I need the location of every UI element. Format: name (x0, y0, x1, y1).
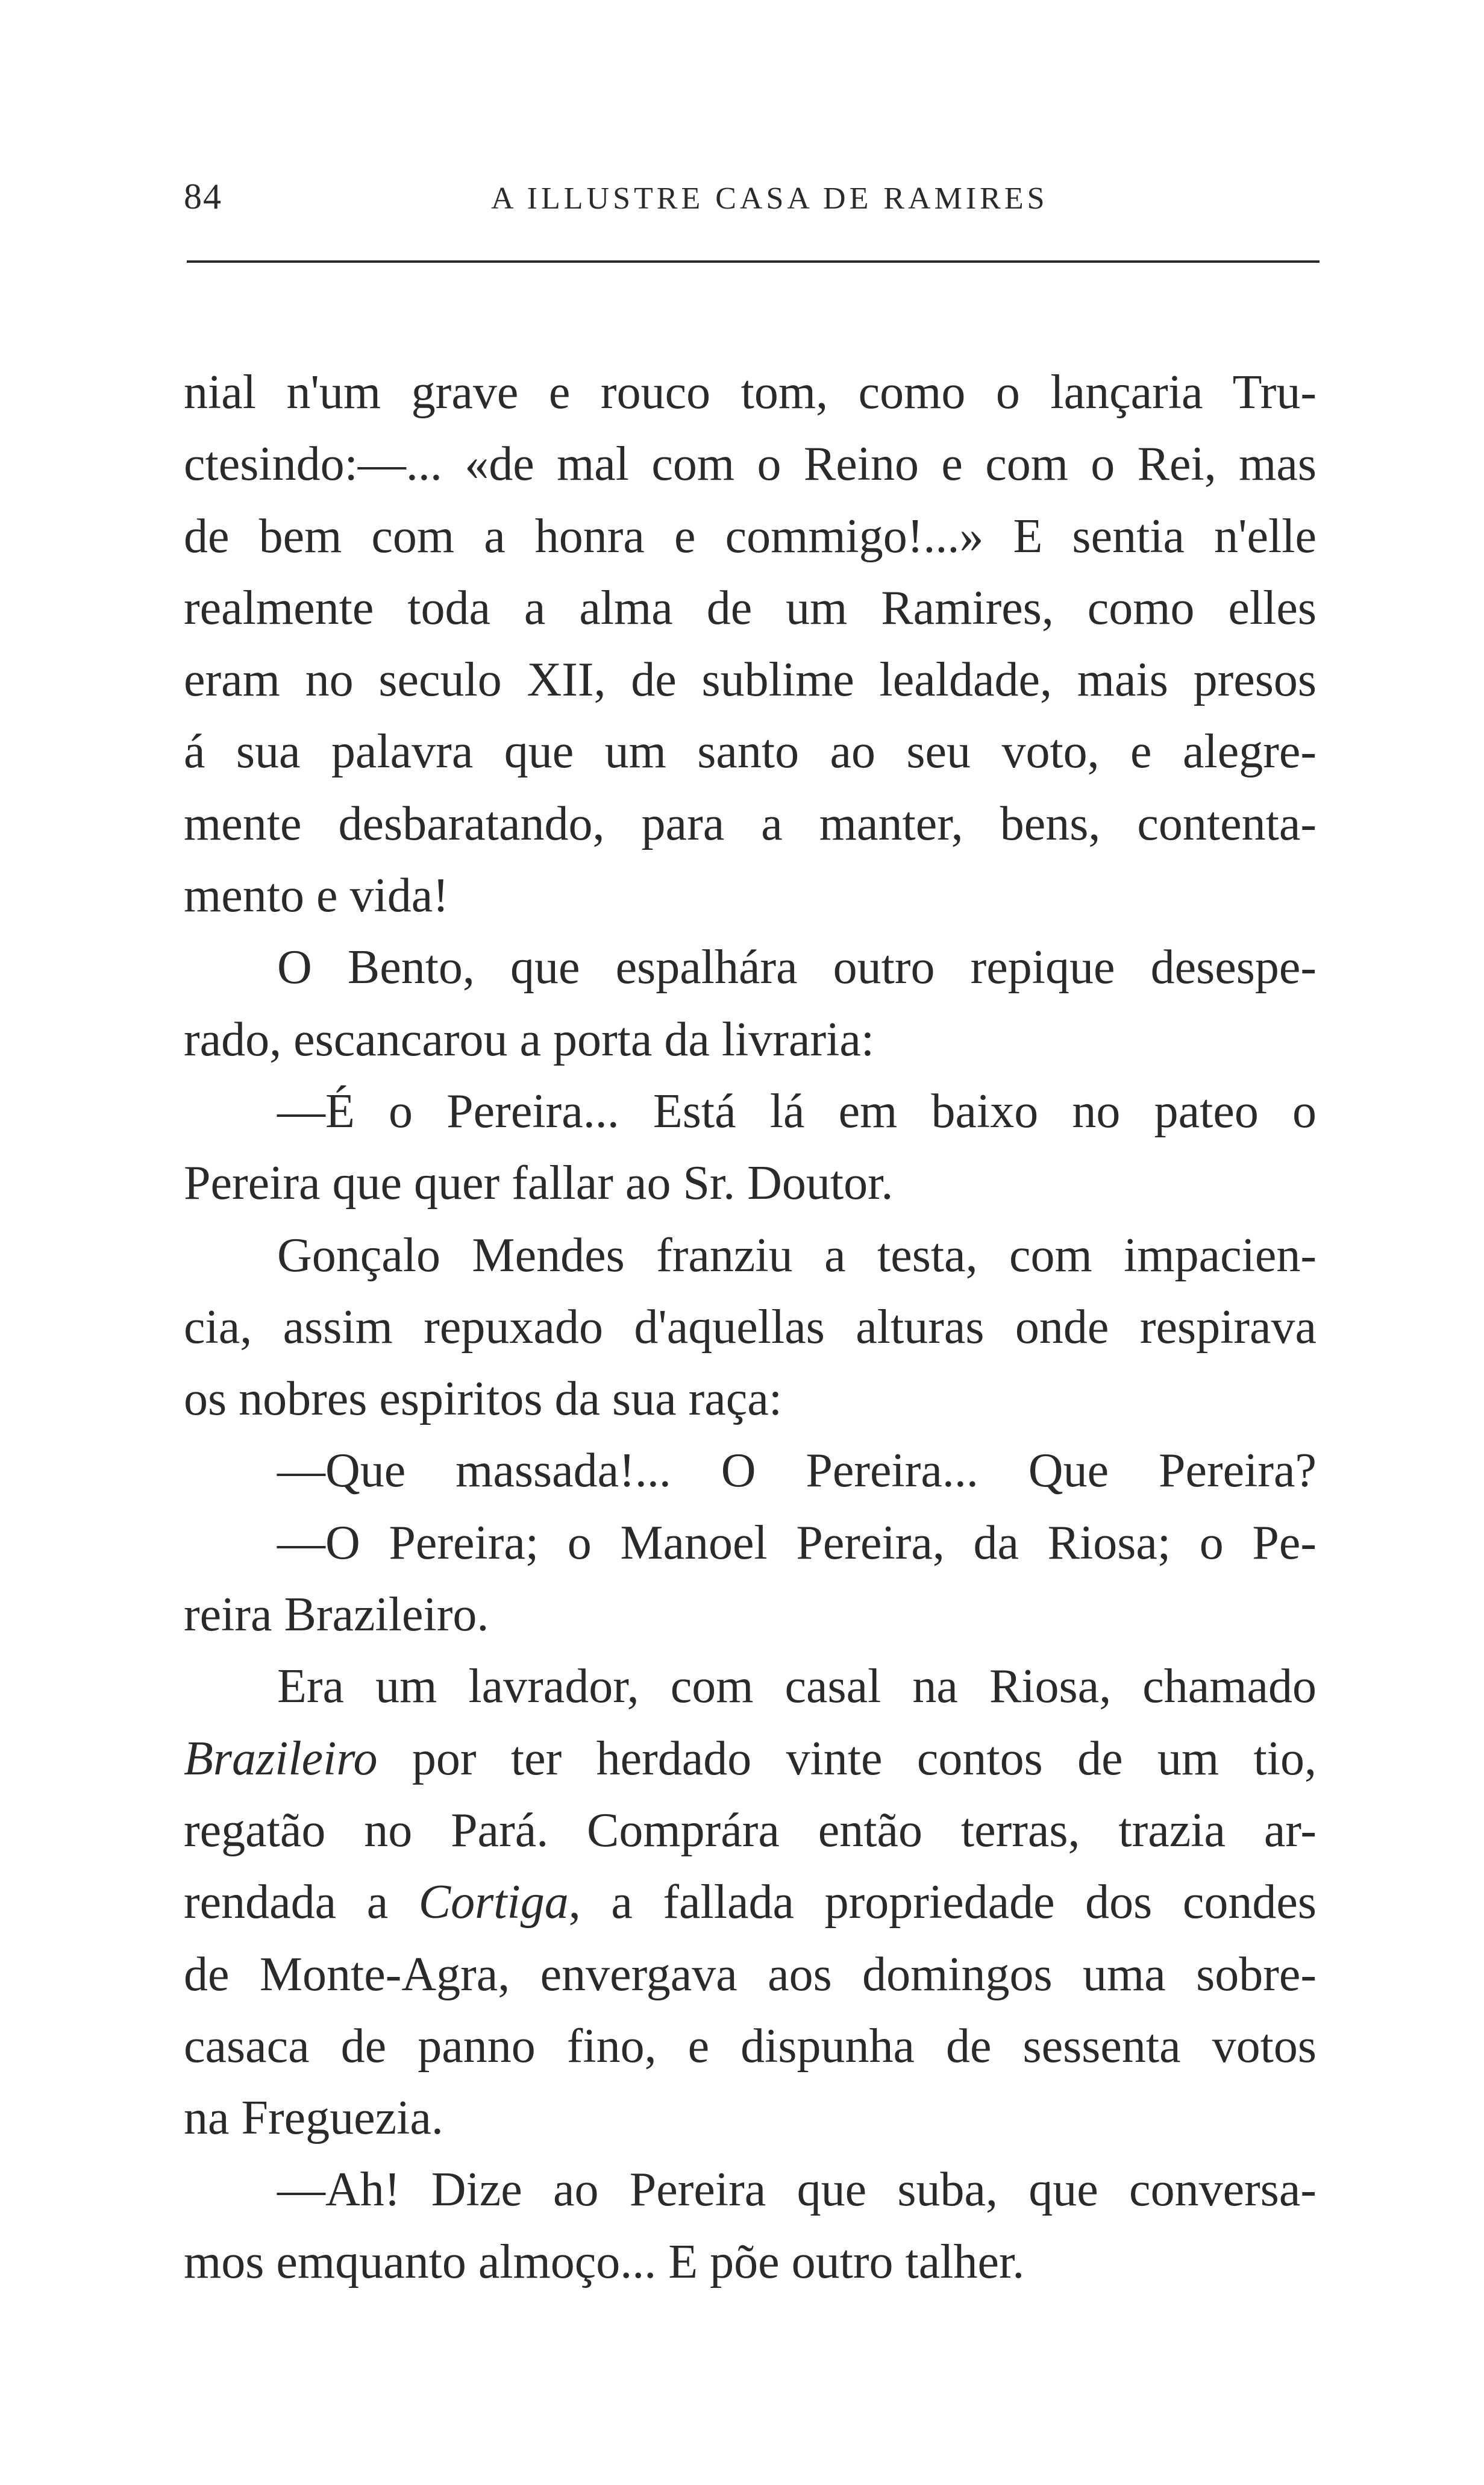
italic-cortiga: Cortiga (418, 1876, 569, 1929)
text-line: reira Brazileiro. (184, 1588, 489, 1642)
text-line: O Bento, que espalhára outro repique desespe- (277, 941, 1317, 994)
text-line: eram no seculo XII, de sublime lealdade, mais presos (184, 653, 1317, 707)
text-line: nial n'um grave e rouco tom, como o lançaria Tru- (184, 366, 1317, 419)
page-header (184, 176, 1317, 224)
text-line: os nobres espiritos da sua raça: (184, 1372, 783, 1426)
text-line: cia, assim repuxado d'aquellas alturas onde respirava (184, 1300, 1317, 1354)
text-line: mente desbaratando, para a manter, bens, contenta- (184, 797, 1317, 850)
text-segment: por ter herdado vinte contos de um tio, (412, 1732, 1317, 1785)
text-line: na Freguezia. (184, 2091, 443, 2145)
text-line (184, 1723, 1317, 1795)
text-line: —É o Pereira... Está lá em baixo no pateo o (277, 1084, 1317, 1138)
text-line: de bem com a honra e commigo!...» E sentia n'elle (184, 509, 1317, 563)
text-segment: rendada a (184, 1876, 389, 1929)
text-line: á sua palavra que um santo ao seu voto, e alegre- (184, 725, 1317, 779)
italic-brazileiro: Brazileiro (184, 1732, 378, 1785)
text-line: ctesindo:—... «de mal com o Reino e com o Rei, mas (184, 438, 1317, 491)
text-line: Pereira que quer fallar ao Sr. Doutor. (184, 1157, 894, 1210)
text-segment: , a fallada propriedade dos condes (568, 1876, 1317, 1929)
text-line: realmente toda a alma de um Ramires, como elles (184, 581, 1317, 635)
header-rule (187, 260, 1320, 263)
running-title: A ILLUSTRE CASA DE RAMIRES (491, 181, 1048, 216)
text-line: casaca de panno fino, e dispunha de sessenta votos (184, 2019, 1317, 2073)
text-line: —Que massada!... O Pereira... Que Pereira? (277, 1444, 1317, 1498)
text-line: rado, escancarou a porta da livraria: (184, 1013, 875, 1066)
text-line: —Ah! Dize ao Pereira que suba, que conversa- (277, 2163, 1317, 2217)
text-line: regatão no Pará. Comprára então terras, trazia ar- (184, 1803, 1317, 1857)
text-line: mento e vida! (184, 869, 449, 923)
text-line: mos emquanto almoço... E põe outro talher. (184, 2235, 1025, 2289)
text-line: —O Pereira; o Manoel Pereira, da Riosa; o Pe- (277, 1516, 1317, 1569)
text-line (184, 1867, 1317, 1938)
body-text (184, 357, 1317, 2298)
page-number: 84 (184, 177, 222, 216)
text-line: de Monte-Agra, envergava aos domingos uma sobre- (184, 1947, 1317, 2001)
text-line: Gonçalo Mendes franziu a testa, com impacien- (277, 1228, 1317, 1282)
text-line: Era um lavrador, com casal na Riosa, chamado (277, 1660, 1317, 1714)
